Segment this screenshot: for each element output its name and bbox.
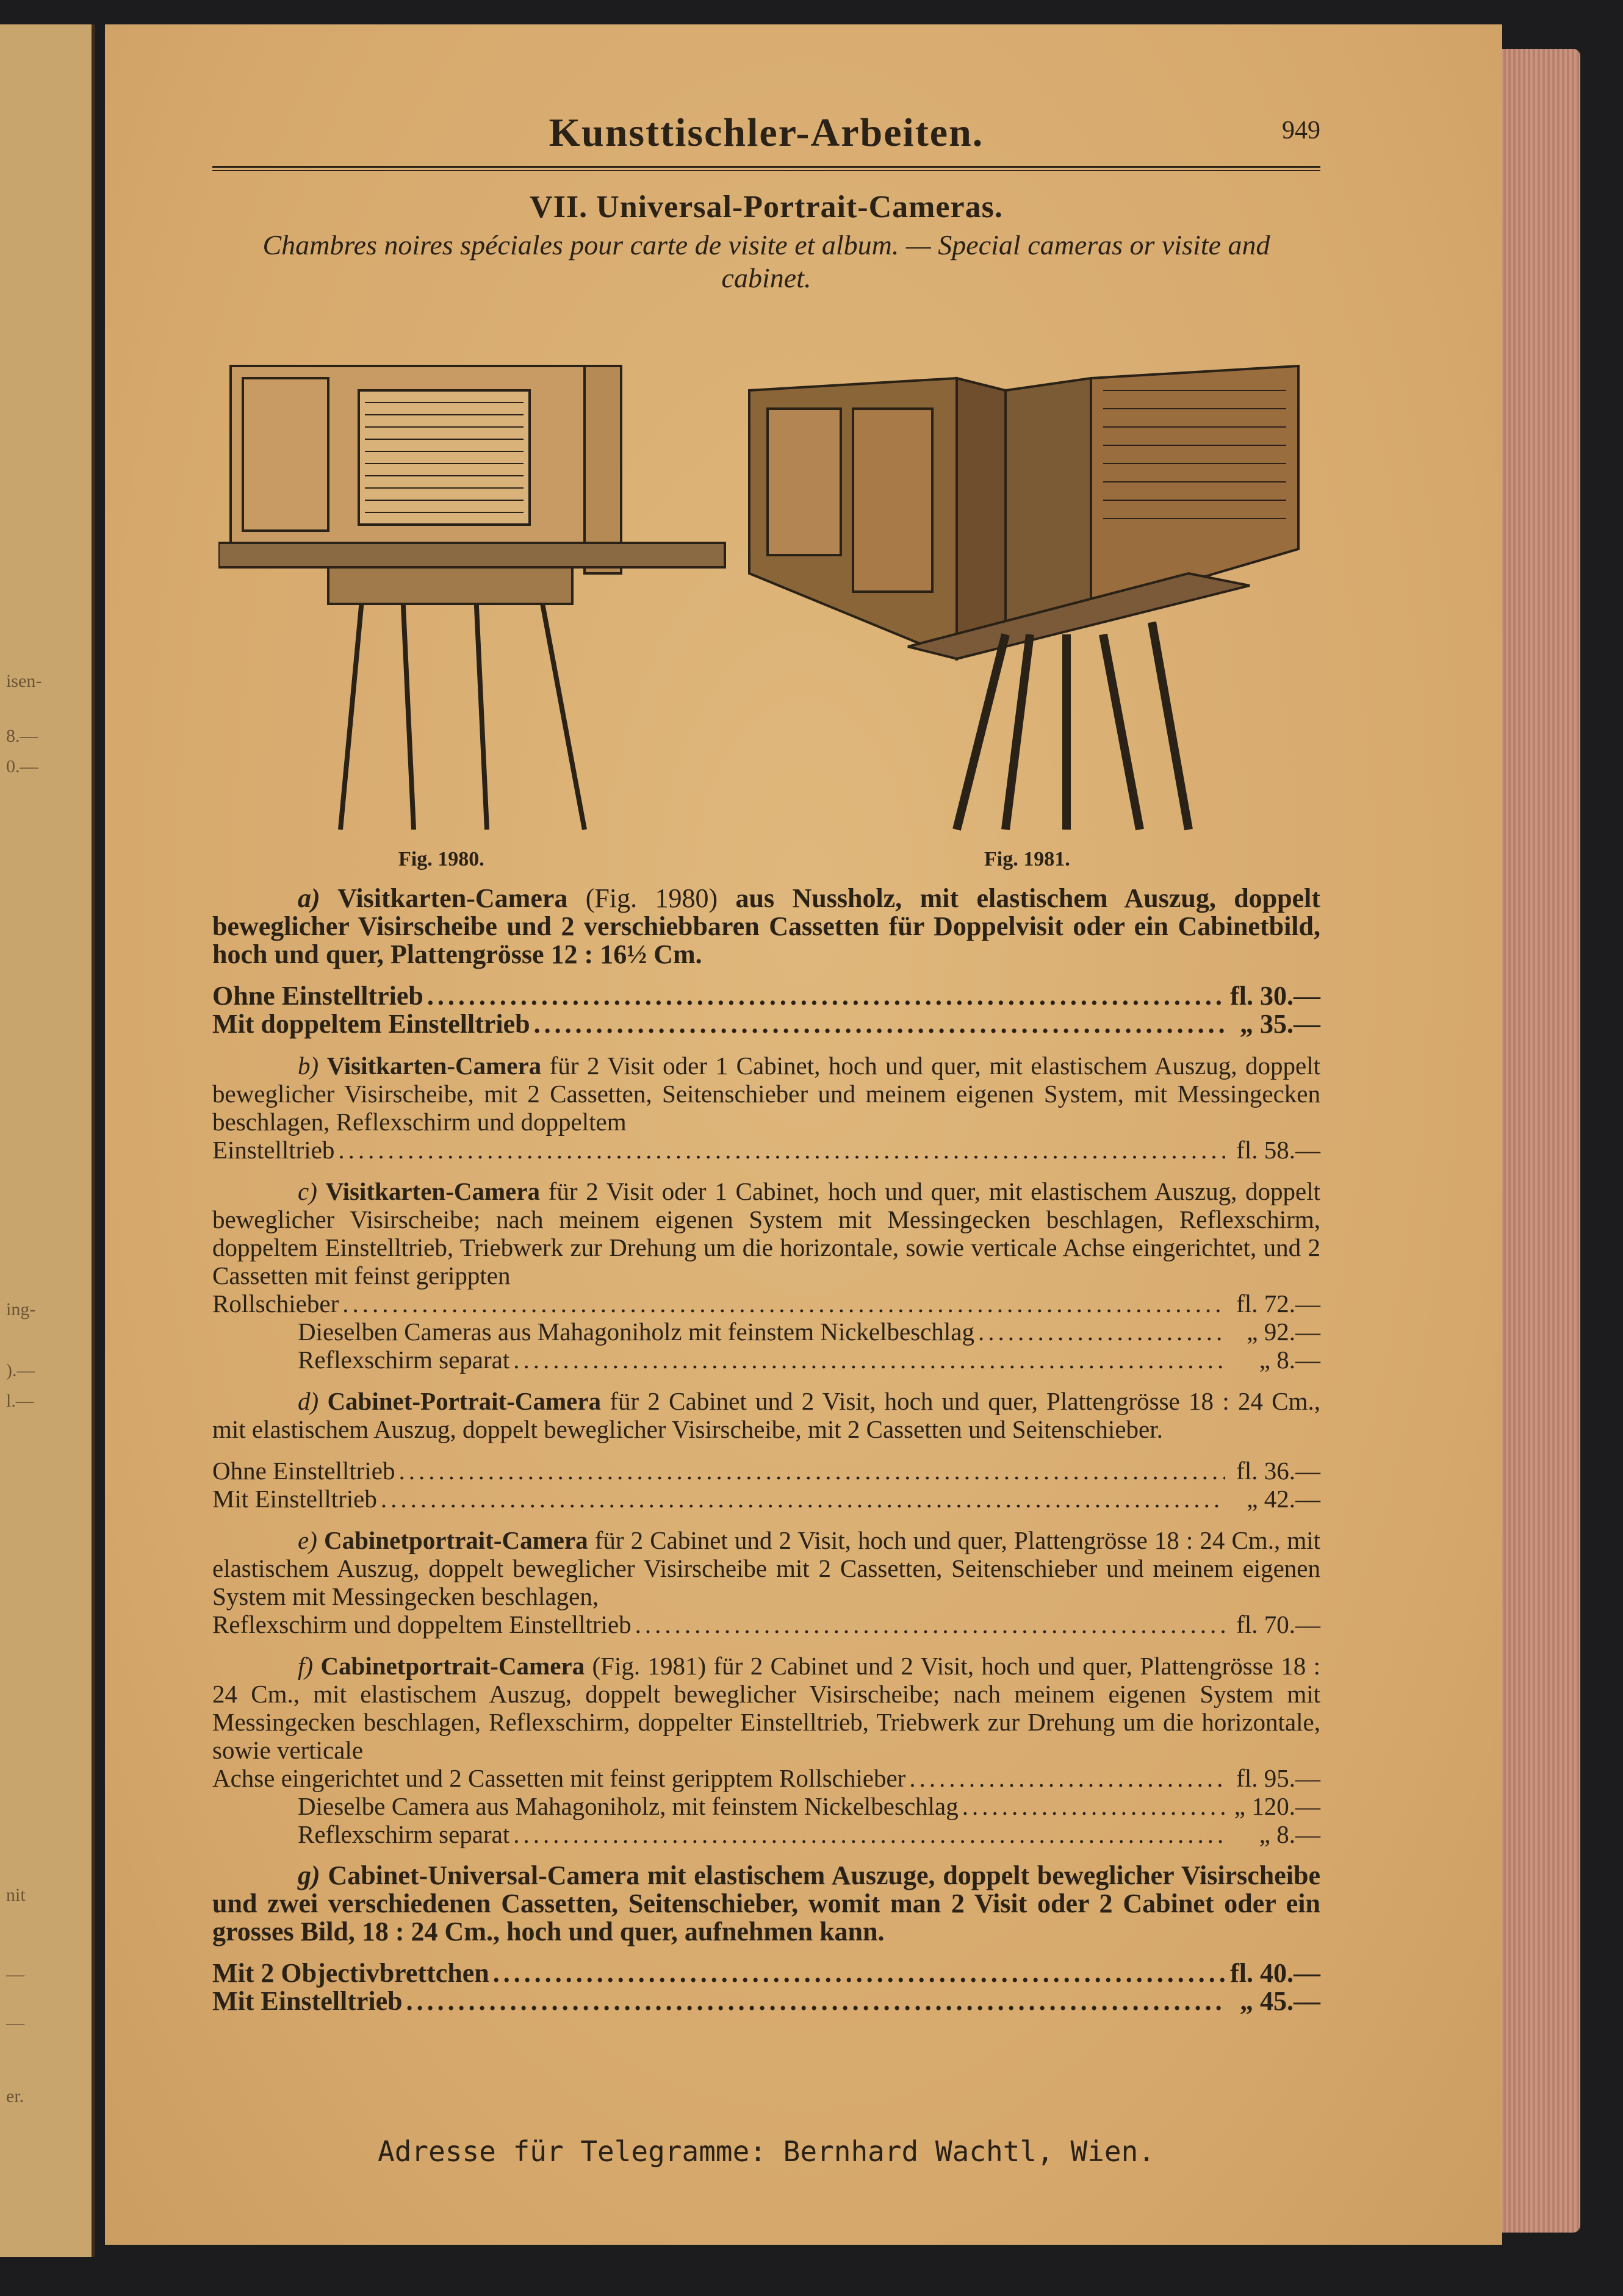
entry-e <box>212 1526 1320 1610</box>
entry-name: Visitkarten-Camera <box>337 883 568 913</box>
price-row <box>212 1764 1320 1792</box>
header-rule <box>212 166 1320 171</box>
price-label: Mit Einstelltrieb <box>212 1986 403 2016</box>
header-title: Kunsttischler-Arbeiten. <box>549 110 984 155</box>
currency: fl. <box>1230 981 1253 1011</box>
entry-d <box>212 1387 1320 1443</box>
price-label: Reflexschirm und doppeltem Einstelltrieb <box>212 1610 632 1638</box>
price-label: Achse eingerichtet und 2 Cassetten mit feinst geripptem Rollschieber <box>212 1764 906 1792</box>
price-label: Reflexschirm separat <box>298 1346 510 1374</box>
currency: fl. <box>1230 1958 1253 1988</box>
price: 95.— <box>1264 1764 1320 1792</box>
price: 36.— <box>1264 1457 1320 1485</box>
margin-fragment: ing- <box>6 1299 36 1319</box>
price-row <box>212 1318 1320 1346</box>
price: 58.— <box>1264 1136 1320 1164</box>
entry-name: Visitkarten-Camera <box>325 1177 541 1205</box>
entry-name: Cabinetportrait-Camera <box>320 1652 585 1680</box>
currency: „ <box>1240 1986 1253 2016</box>
price-label: Mit 2 Objectivbrettchen <box>212 1958 489 1988</box>
figures <box>212 354 1320 870</box>
camera-illustration-fig-1980 <box>218 354 731 842</box>
entry-description: mit elastischem Auszuge, doppelt beweglicher Visirscheibe und zwei verschiedenen Cassetten, Seitenschieber, womit man 2 Visit oder 2 Cabinet oder ein grosses Bild, 18 : 24 Cm., hoch und quer, aufnehmen kann. <box>212 1860 1320 1946</box>
price-row <box>212 1959 1320 1987</box>
price-label: Dieselbe Camera aus Mahagoniholz, mit feinstem Nickelbeschlag <box>298 1792 959 1820</box>
figure-caption: Fig. 1980. <box>398 848 484 870</box>
price-row <box>212 1346 1320 1374</box>
price: 8.— <box>1276 1346 1320 1374</box>
entry-name: Visitkarten-Camera <box>326 1052 542 1080</box>
entry-c <box>212 1177 1320 1290</box>
currency: „ <box>1259 1820 1270 1848</box>
margin-fragment: er. <box>6 2086 24 2106</box>
entry-description: für 2 Cabinet und 2 Visit, hoch und quer, Plattengrösse 18 : 24 Cm., mit elastischem Auszug, doppelt beweglicher Visirscheibe mit 2 Cassetten, Seitenschieber und meinem eigenen System mit Messingecken beschlagen, <box>212 1526 1320 1610</box>
currency: „ <box>1234 1792 1245 1820</box>
margin-fragment: — <box>6 2013 24 2033</box>
entry-name: Cabinetportrait-Camera <box>323 1526 588 1554</box>
entry-label: e) <box>298 1526 317 1554</box>
price: 72.— <box>1264 1290 1320 1318</box>
price: 35.— <box>1260 1009 1320 1039</box>
price-label: Ohne Einstelltrieb <box>212 1457 395 1485</box>
currency: „ <box>1259 1346 1270 1374</box>
price: 120.— <box>1251 1792 1320 1820</box>
entry-description: für 2 Visit oder 1 Cabinet, hoch und quer, mit elastischem Auszug, doppelt beweglicher Visirscheibe, mit 2 Cassetten, Seitenschieber und meinem eigenen System, mit Messingecken beschlagen, Reflexschirm und doppeltem <box>212 1052 1321 1136</box>
running-header <box>212 85 1320 171</box>
entry-label: c) <box>298 1177 317 1205</box>
margin-fragment: 0.— <box>6 756 38 777</box>
price: 8.— <box>1276 1820 1320 1848</box>
entry-a <box>212 884 1320 969</box>
price-label: Mit doppeltem Einstelltrieb <box>212 1009 530 1039</box>
entry-f <box>212 1652 1320 1764</box>
price-row <box>212 1610 1320 1638</box>
figure-caption: Fig. 1981. <box>984 848 1070 870</box>
margin-fragment: — <box>6 1964 24 1984</box>
price-row <box>212 1136 1320 1164</box>
entry-name: Cabinet-Portrait-Camera <box>327 1387 602 1415</box>
currency: fl. <box>1236 1457 1258 1485</box>
price: 40.— <box>1260 1958 1320 1988</box>
entry-description: für 2 Cabinet und 2 Visit, hoch und quer, Plattengrösse 18 : 24 Cm., mit elastischem Auszug, doppelt beweglicher Visirscheibe, mit 2 Cassetten und Seitenschieber. <box>212 1387 1321 1443</box>
price: 42.— <box>1264 1485 1320 1513</box>
price-row <box>212 1457 1320 1485</box>
price-row <box>212 1792 1320 1820</box>
price-row <box>212 1485 1320 1513</box>
price: 70.— <box>1264 1610 1320 1638</box>
price-label: Mit Einstelltrieb <box>212 1485 377 1513</box>
entry-label: a) <box>298 883 320 913</box>
entry-label: b) <box>298 1052 319 1080</box>
section-heading <box>212 189 1320 295</box>
currency: fl. <box>1236 1136 1258 1164</box>
currency: fl. <box>1236 1610 1258 1638</box>
entry-description: für 2 Cabinet und 2 Visit, hoch und quer, Plattengrösse 18 : 24 Cm., mit elastischem Auszug, doppelt beweglicher Visirscheibe; nach meinem eigenen System mit Messingecken beschlagen, Reflexschirm, doppelter Einstelltrieb, Triebwerk zur Drehung um die horizontale, sowie verticale <box>212 1652 1321 1764</box>
price-label: Dieselben Cameras aus Mahagoniholz mit feinstem Nickelbeschlag <box>298 1318 974 1346</box>
entry-label: f) <box>298 1652 314 1680</box>
margin-fragment: nit <box>6 1885 26 1905</box>
figure-ref: (Fig. 1980) <box>585 883 718 913</box>
telegram-address-footer: Adresse für Telegramme: Bernhard Wachtl, Wien. <box>378 2135 1155 2168</box>
price-label: Rollschieber <box>212 1290 339 1318</box>
price-row <box>212 1820 1320 1848</box>
margin-fragment: ).— <box>6 1360 35 1380</box>
entry-description: für 2 Visit oder 1 Cabinet, hoch und quer, mit elastischem Auszug, doppelt beweglicher Visirscheibe; nach meinem eigenen System mit Messingecken beschlagen, Reflexschirm, doppeltem Einstelltrieb, Triebwerk zur Drehung um die horizontale, sowie verticale Achse eingerichtet, und 2 Cassetten mit feinst gerippten <box>212 1177 1321 1290</box>
entry-description: aus Nussholz, mit elastischem Auszug, doppelt beweglicher Visirscheibe und 2 verschiebbaren Cassetten für Doppelvisit oder ein Cabinetbild, hoch und quer, Plattengrösse 12 : 16½ Cm. <box>212 883 1321 969</box>
page-number: 949 <box>1282 117 1320 145</box>
margin-fragment: l.— <box>6 1391 34 1411</box>
section-title: VII. Universal-Portrait-Cameras. <box>530 190 1003 224</box>
currency: „ <box>1240 1009 1253 1039</box>
adjacent-page <box>0 24 95 2257</box>
catalog-entries <box>212 884 1320 2015</box>
currency: fl. <box>1236 1764 1258 1792</box>
entry-b <box>212 1052 1320 1136</box>
entry-name: Cabinet-Universal-Camera <box>328 1860 640 1890</box>
entry-label: g) <box>298 1860 320 1890</box>
figure-ref: (Fig. 1981) <box>592 1652 707 1680</box>
section-subtitle: Chambres noires spéciales pour carte de visite et album. — Special cameras or visite and cabinet. <box>262 229 1270 293</box>
catalog-page <box>105 24 1502 2245</box>
price-row <box>212 1290 1320 1318</box>
price-label: Reflexschirm separat <box>298 1820 510 1848</box>
page-edges <box>1489 49 1580 2233</box>
currency: „ <box>1247 1485 1258 1513</box>
currency: fl. <box>1236 1290 1258 1318</box>
entry-g <box>212 1862 1320 1946</box>
camera-illustration-fig-1981 <box>725 354 1323 842</box>
margin-fragment: isen- <box>6 671 42 691</box>
price-row <box>212 1010 1320 1038</box>
price-row <box>212 1987 1320 2015</box>
currency: „ <box>1247 1318 1258 1346</box>
price-row <box>212 982 1320 1010</box>
price-label: Ohne Einstelltrieb <box>212 981 423 1011</box>
price: 45.— <box>1260 1986 1320 2016</box>
price-label: Einstelltrieb <box>212 1136 335 1164</box>
price: 92.— <box>1264 1318 1320 1346</box>
price: 30.— <box>1260 981 1320 1011</box>
margin-fragment: 8.— <box>6 726 38 746</box>
entry-label: d) <box>298 1387 319 1415</box>
